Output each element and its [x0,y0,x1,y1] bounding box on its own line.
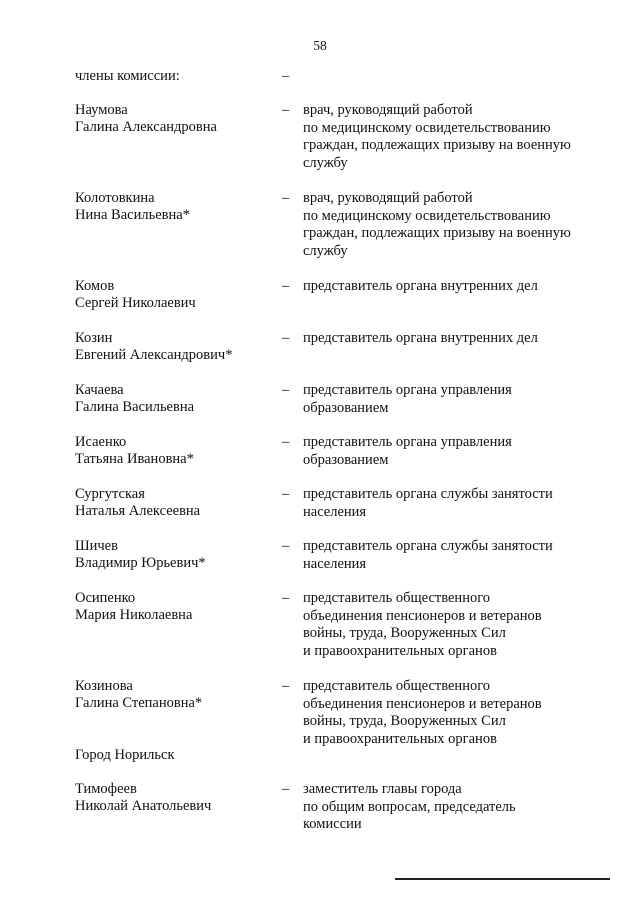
member-dash: – [282,434,290,450]
member-role [303,538,603,573]
heading-dash: – [282,68,290,84]
member-name [75,486,275,520]
role-line: представитель органа управления [303,382,512,398]
member-surname: Качаева [75,382,124,398]
role-line: по медицинскому освидетельствованию [303,207,551,224]
member-role [303,278,603,296]
member-given-name: Владимир Юрьевич* [75,555,206,571]
member-name [75,278,275,312]
member-name [75,382,275,416]
member-role [303,434,603,469]
member-dash: – [282,486,290,502]
member-surname: Козин [75,330,113,346]
member-role [303,102,603,172]
role-line: населения [303,503,367,520]
member-role [303,382,603,417]
role-line: службу [303,154,348,171]
member-name [75,678,275,712]
member-given-name: Галина Степановна* [75,695,203,711]
bottom-divider [395,878,610,880]
member-given-name: Николай Анатольевич [75,798,212,814]
member-dash: – [282,278,290,294]
member-dash: – [282,538,290,554]
role-line: объединения пенсионеров и ветеранов [303,607,542,624]
role-line: представитель органа внутренних дел [303,278,538,294]
member-dash: – [282,590,290,606]
role-line: представитель органа службы занятости [303,538,553,554]
member-given-name: Галина Васильевна [75,399,195,415]
role-line: объединения пенсионеров и ветеранов [303,695,542,712]
role-line: и правоохранительных органов [303,642,497,659]
member-given-name: Галина Александровна [75,119,217,135]
member-surname: Тимофеев [75,781,137,797]
member-role [303,190,603,260]
section-title: Город Норильск [75,747,175,763]
role-line: и правоохранительных органов [303,730,497,747]
member-dash: – [282,330,290,346]
role-line: врач, руководящий работой [303,102,473,118]
member-given-name: Мария Николаевна [75,607,193,623]
member-surname: Осипенко [75,590,136,606]
member-name [75,590,275,624]
member-given-name: Сергей Николаевич [75,295,196,311]
page-number: 58 [313,38,327,53]
heading-label: члены комиссии: [75,68,180,84]
member-name [75,781,275,815]
member-surname: Шичев [75,538,118,554]
role-line: войны, труда, Вооруженных Сил [303,625,506,641]
role-line: комиссии [303,816,362,832]
role-line: представитель общественного [303,590,491,606]
member-dash: – [282,102,290,118]
member-name [75,538,275,572]
member-surname: Комов [75,278,115,294]
role-line: заместитель главы города [303,781,462,797]
member-role [303,781,603,834]
role-line: врач, руководящий работой [303,190,473,206]
role-line: образованием [303,451,389,468]
member-surname: Козинова [75,678,133,694]
member-dash: – [282,382,290,398]
member-given-name: Евгений Александрович* [75,347,233,363]
role-line: представитель органа службы занятости [303,486,553,502]
role-line: представитель общественного [303,678,491,694]
member-surname: Колотовкина [75,190,155,206]
member-role [303,678,603,748]
member-role [303,330,603,348]
member-name [75,434,275,468]
member-surname: Исаенко [75,434,127,450]
role-line: граждан, подлежащих призыву на военную [303,137,571,153]
role-line: по общим вопросам, председатель [303,798,516,815]
member-role [303,590,603,660]
role-line: населения [303,555,367,572]
member-dash: – [282,781,290,797]
role-line: представитель органа внутренних дел [303,330,538,346]
member-surname: Наумова [75,102,128,118]
member-role [303,486,603,521]
role-line: представитель органа управления [303,434,512,450]
member-dash: – [282,190,290,206]
member-name [75,330,275,364]
member-surname: Сургутская [75,486,145,502]
role-line: по медицинскому освидетельствованию [303,119,551,136]
member-name [75,102,275,136]
role-line: службу [303,242,348,259]
role-line: образованием [303,399,389,416]
member-name [75,190,275,224]
member-dash: – [282,678,290,694]
member-given-name: Татьяна Ивановна* [75,451,194,467]
member-given-name: Нина Васильевна* [75,207,190,223]
member-given-name: Наталья Алексеевна [75,503,201,519]
role-line: граждан, подлежащих призыву на военную [303,225,571,241]
role-line: войны, труда, Вооруженных Сил [303,713,506,729]
